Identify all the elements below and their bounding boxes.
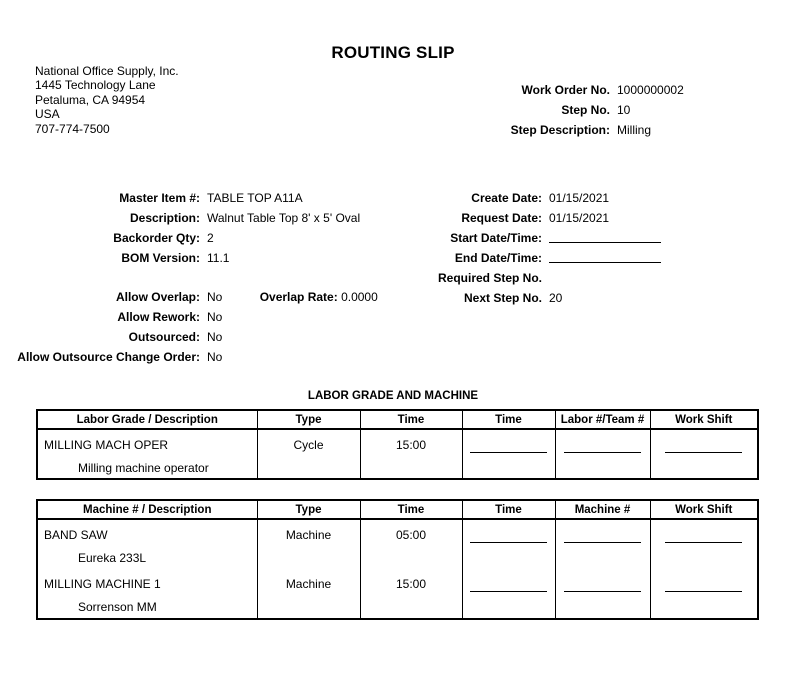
backorder-qty-label: Backorder Qty:	[113, 231, 200, 245]
labor-header-type: Type	[257, 410, 360, 429]
step-no-row	[350, 103, 684, 123]
company-phone: 707-774-7500	[35, 121, 110, 136]
labor-header-time-fill: Time	[462, 410, 555, 429]
bom-version-value: 11.1	[207, 251, 230, 265]
labor-table-header-row	[37, 410, 758, 429]
company-street: 1445 Technology Lane	[35, 78, 156, 93]
step-description-row	[350, 123, 684, 143]
master-item-value: TABLE TOP A11A	[207, 191, 303, 205]
machine-number-fill-in-blank	[564, 569, 641, 592]
bom-version-label: BOM Version:	[121, 251, 200, 265]
outsourced-row	[0, 330, 378, 350]
allow-overlap-row	[0, 290, 378, 310]
machine-time-fill-in-blank	[470, 569, 547, 592]
start-datetime-row	[350, 231, 661, 251]
company-country: USA	[35, 107, 60, 122]
start-datetime-fill-in-blank	[549, 231, 661, 243]
labor-type: Cycle	[257, 429, 360, 479]
machine-time: 05:00	[360, 519, 462, 569]
labor-table-row	[37, 429, 758, 479]
end-datetime-label: End Date/Time:	[454, 251, 542, 265]
machine-description: Eureka 233L	[78, 551, 147, 565]
machine-table-row-milling-machine	[37, 569, 758, 619]
machine-table-row-band-saw	[37, 519, 758, 569]
create-date-value: 01/15/2021	[549, 191, 610, 205]
flags-block	[0, 290, 378, 370]
outsourced-label: Outsourced:	[128, 330, 200, 344]
work-order-value: 1000000002	[617, 83, 684, 97]
step-description-value: Milling	[617, 123, 652, 137]
machine-type: Machine	[257, 569, 360, 619]
overlap-rate-value: 0.0000	[341, 290, 378, 304]
request-date-label: Request Date:	[461, 211, 542, 225]
work-order-row	[350, 83, 684, 103]
description-value: Walnut Table Top 8' x 5' Oval	[207, 211, 361, 225]
backorder-qty-row	[0, 231, 360, 251]
labor-team-number-fill-in-blank	[564, 430, 641, 453]
machine-work-shift-fill-in-blank	[665, 520, 742, 543]
step-description-label: Step Description:	[510, 123, 610, 137]
required-step-no-label: Required Step No.	[437, 271, 542, 285]
step-no-value: 10	[617, 103, 631, 117]
create-date-row	[350, 191, 661, 211]
machine-header-machine-number: Machine #	[555, 500, 650, 519]
company-address-block	[35, 64, 179, 136]
end-datetime-row	[350, 251, 661, 271]
machine-number-fill-in-blank	[564, 520, 641, 543]
machine-header-type: Type	[257, 500, 360, 519]
outsourced-value: No	[207, 330, 223, 344]
required-step-no-row	[350, 271, 661, 291]
machine-header-time-fill: Time	[462, 500, 555, 519]
next-step-no-label: Next Step No.	[463, 291, 542, 305]
overlap-rate-label: Overlap Rate:	[259, 290, 338, 304]
company-city: Petaluma, CA 94954	[35, 92, 146, 107]
allow-rework-value: No	[207, 310, 223, 324]
machine-header-work-shift: Work Shift	[650, 500, 758, 519]
create-date-label: Create Date:	[471, 191, 542, 205]
company-name: National Office Supply, Inc.	[35, 64, 179, 78]
master-item-label: Master Item #:	[119, 191, 200, 205]
allow-overlap-value: No	[207, 290, 223, 304]
bom-version-row	[0, 251, 360, 271]
allow-outsource-change-order-label: Allow Outsource Change Order:	[17, 350, 200, 364]
description-row	[0, 211, 360, 231]
document-title: ROUTING SLIP	[331, 43, 455, 62]
master-item-row	[0, 191, 360, 211]
machine-name: MILLING MACHINE 1	[44, 577, 161, 591]
labor-time: 15:00	[360, 429, 462, 479]
labor-grade-description: Milling machine operator	[78, 461, 209, 475]
work-order-label: Work Order No.	[521, 83, 610, 97]
machine-name: BAND SAW	[44, 528, 108, 542]
labor-time-fill-in-blank	[470, 430, 547, 453]
allow-outsource-change-order-row	[0, 350, 378, 370]
machine-work-shift-fill-in-blank	[665, 569, 742, 592]
item-details-block	[0, 191, 360, 271]
labor-header-time: Time	[360, 410, 462, 429]
machine-table	[36, 499, 759, 620]
machine-time: 15:00	[360, 569, 462, 619]
step-no-label: Step No.	[561, 103, 610, 117]
allow-overlap-label: Allow Overlap:	[115, 290, 200, 304]
request-date-row	[350, 211, 661, 231]
machine-type: Machine	[257, 519, 360, 569]
request-date-value: 01/15/2021	[549, 211, 610, 225]
allow-rework-row	[0, 310, 378, 330]
next-step-no-row	[350, 291, 661, 311]
next-step-no-value: 20	[549, 291, 563, 305]
order-info-block	[350, 83, 684, 143]
allow-rework-label: Allow Rework:	[117, 310, 200, 324]
dates-block	[350, 191, 661, 311]
labor-grade-name: MILLING MACH OPER	[44, 438, 169, 452]
end-datetime-fill-in-blank	[549, 251, 661, 263]
machine-time-fill-in-blank	[470, 520, 547, 543]
allow-outsource-change-order-value: No	[207, 350, 223, 364]
backorder-qty-value: 2	[207, 231, 214, 245]
labor-grade-table	[36, 409, 759, 480]
machine-description: Sorrenson MM	[78, 600, 157, 614]
labor-header-labor-team-number: Labor #/Team #	[555, 410, 650, 429]
labor-work-shift-fill-in-blank	[665, 430, 742, 453]
labor-header-grade-description: Labor Grade / Description	[37, 410, 257, 429]
machine-header-number-description: Machine # / Description	[37, 500, 257, 519]
machine-table-header-row	[37, 500, 758, 519]
labor-grade-machine-section-title: LABOR GRADE AND MACHINE	[307, 390, 479, 402]
labor-header-work-shift: Work Shift	[650, 410, 758, 429]
start-datetime-label: Start Date/Time:	[450, 231, 542, 245]
machine-header-time: Time	[360, 500, 462, 519]
description-label: Description:	[129, 211, 200, 225]
